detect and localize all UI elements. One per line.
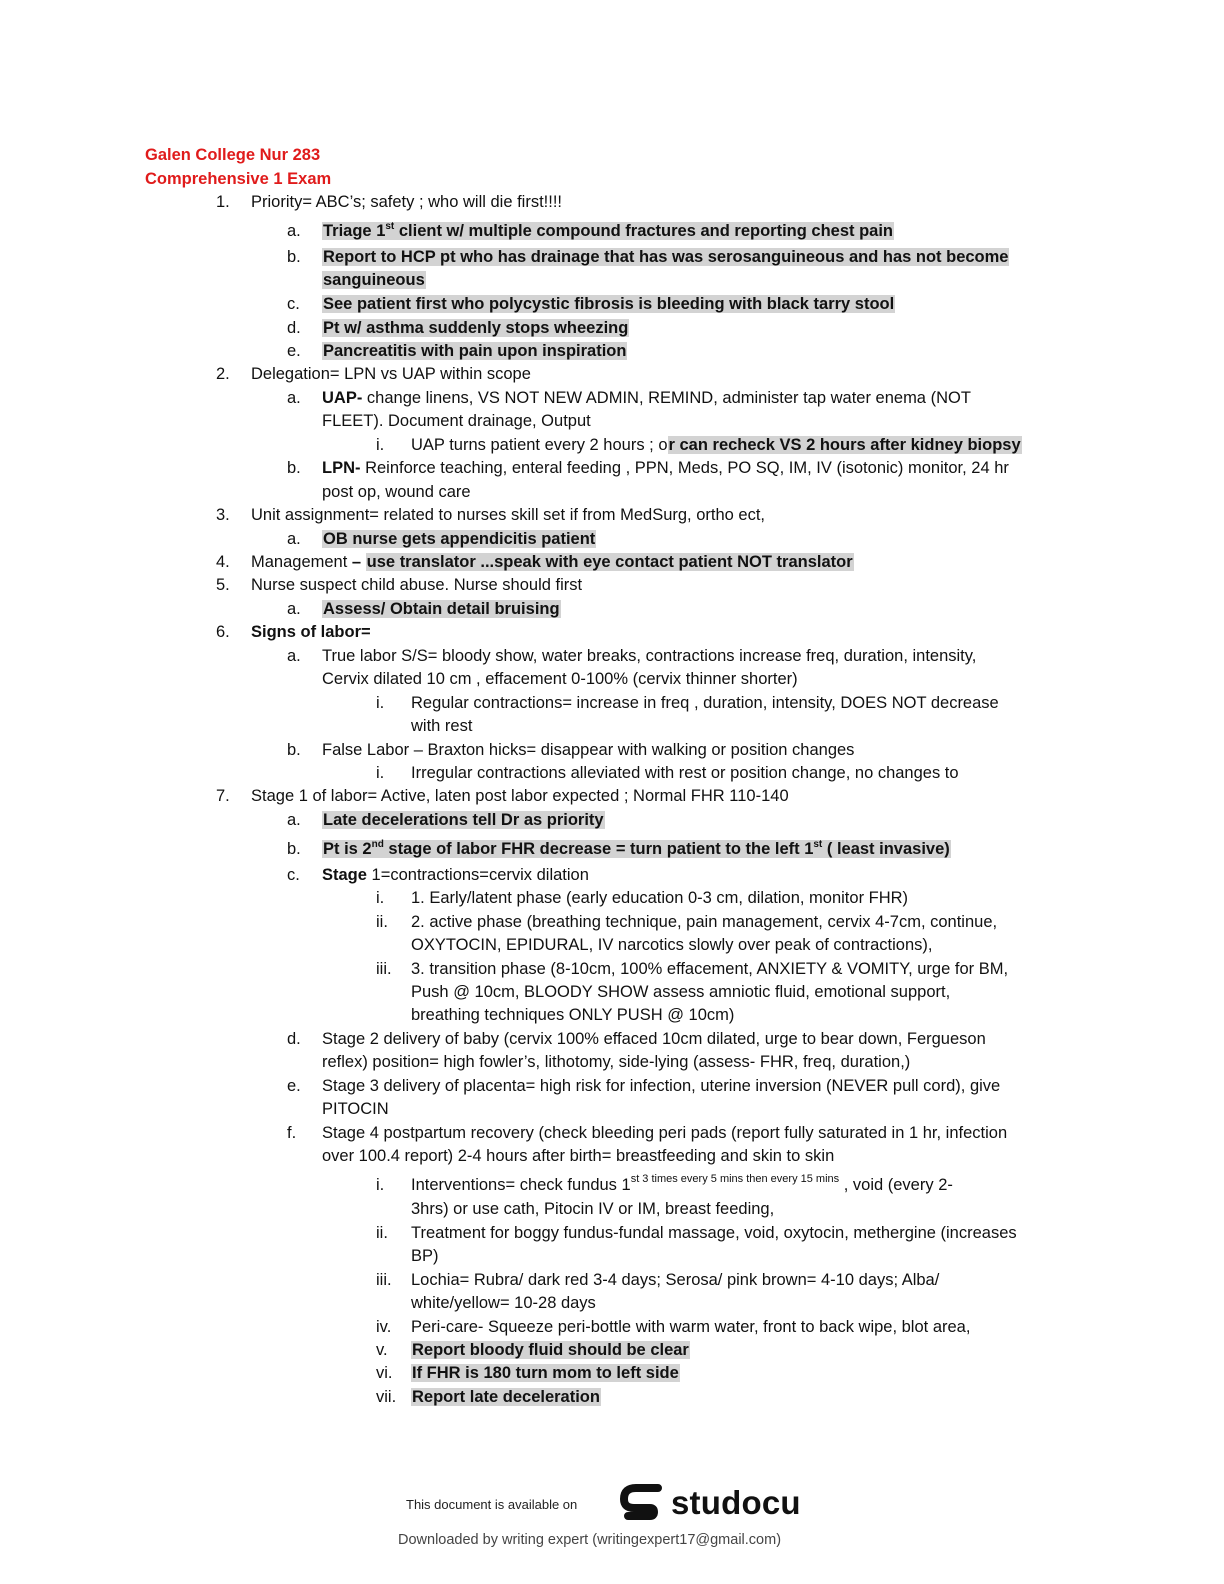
- footer-availability-text: This document is available on: [406, 1497, 578, 1512]
- list-marker: e.: [287, 1077, 301, 1095]
- list-marker: vii.: [376, 1388, 397, 1406]
- list-item: See patient first who polycystic fibrosis is bleeding with black tarry stool: [323, 295, 895, 313]
- list-item-continuation: 3hrs) or use cath, Pitocin IV or IM, breast feeding,: [411, 1200, 775, 1218]
- list-marker: iii.: [376, 960, 392, 978]
- list-item: False Labor – Braxton hicks= disappear with walking or position changes: [322, 741, 855, 759]
- list-marker: c.: [287, 295, 300, 313]
- doc-title-line2: Comprehensive 1 Exam: [145, 170, 332, 188]
- list-item: Pancreatitis with pain upon inspiration: [323, 342, 627, 360]
- list-item-continuation: white/yellow= 10-28 days: [411, 1294, 596, 1312]
- list-item: Irregular contractions alleviated with rest or position change, no changes to: [411, 764, 959, 782]
- list-item: Report late deceleration: [412, 1388, 600, 1406]
- list-number: 5.: [216, 576, 230, 594]
- list-marker: ii.: [376, 1224, 388, 1242]
- list-item: Treatment for boggy fundus-fundal massage, void, oxytocin, methergine (increases: [411, 1224, 1017, 1242]
- list-number: 1.: [216, 193, 230, 211]
- list-item: Signs of labor=: [251, 623, 371, 641]
- list-marker: iii.: [376, 1271, 392, 1289]
- list-marker: e.: [287, 342, 301, 360]
- list-number: 6.: [216, 623, 230, 641]
- list-item: Unit assignment= related to nurses skill set if from MedSurg, ortho ect,: [251, 506, 766, 524]
- list-marker: iv.: [376, 1318, 392, 1336]
- list-marker: b.: [287, 459, 301, 477]
- list-marker: i.: [376, 694, 385, 712]
- list-marker: vi.: [376, 1364, 393, 1382]
- list-item-continuation: sanguineous: [323, 271, 425, 289]
- list-number: 3.: [216, 506, 230, 524]
- list-marker: b.: [287, 741, 301, 759]
- list-item: 2. active phase (breathing technique, pain management, cervix 4-7cm, continue,: [411, 913, 998, 931]
- list-marker: d.: [287, 1030, 301, 1048]
- list-number: 4.: [216, 553, 230, 571]
- list-item: Triage 1st client w/ multiple compound fractures and reporting chest pain: [323, 221, 894, 240]
- list-marker: a.: [287, 530, 301, 548]
- list-item: Late decelerations tell Dr as priority: [323, 811, 604, 829]
- list-item: Assess/ Obtain detail bruising: [323, 600, 560, 618]
- list-marker: a.: [287, 811, 301, 829]
- list-item: Stage 1 of labor= Active, laten post labor expected ; Normal FHR 110-140: [251, 787, 789, 805]
- list-marker: b.: [287, 248, 301, 266]
- studocu-logo-text[interactable]: studocu: [671, 1484, 801, 1521]
- list-marker: a.: [287, 600, 301, 618]
- list-item-continuation: Cervix dilated 10 cm , effacement 0-100% (cervix thinner shorter): [322, 670, 798, 688]
- list-item: Stage 2 delivery of baby (cervix 100% effaced 10cm dilated, urge to bear down, Fergueson: [322, 1030, 986, 1048]
- list-item: Stage 3 delivery of placenta= high risk for infection, uterine inversion (NEVER pull cord), give: [322, 1077, 1001, 1095]
- list-item: 1. Early/latent phase (early education 0-3 cm, dilation, monitor FHR): [411, 889, 909, 907]
- list-marker: a.: [287, 222, 301, 240]
- list-item: Delegation= LPN vs UAP within scope: [251, 365, 531, 383]
- list-item: Stage 1=contractions=cervix dilation: [322, 866, 589, 884]
- list-marker: i.: [376, 436, 385, 454]
- list-marker: i.: [376, 889, 385, 907]
- list-item: LPN- Reinforce teaching, enteral feeding , PPN, Meds, PO SQ, IM, IV (isotonic) monitor, 24 hr: [322, 459, 1009, 477]
- list-item: UAP- change linens, VS NOT NEW ADMIN, REMIND, administer tap water enema (NOT: [322, 389, 971, 407]
- list-item: Priority= ABC’s; safety ; who will die first!!!!: [251, 193, 563, 211]
- list-item: Nurse suspect child abuse. Nurse should first: [251, 576, 583, 594]
- list-marker: v.: [376, 1341, 388, 1359]
- list-marker: c.: [287, 866, 300, 884]
- list-item: Regular contractions= increase in freq , duration, intensity, DOES NOT decrease: [411, 694, 999, 712]
- list-item-continuation: BP): [411, 1247, 439, 1265]
- list-item: Stage 4 postpartum recovery (check bleeding peri pads (report fully saturated in 1 hr, infection: [322, 1124, 1008, 1142]
- list-item-continuation: PITOCIN: [322, 1100, 389, 1118]
- list-item: Report bloody fluid should be clear: [412, 1341, 689, 1359]
- list-item: Pt is 2nd stage of labor FHR decrease = turn patient to the left 1st ( least invasive): [323, 839, 950, 858]
- list-item-continuation: post op, wound care: [322, 483, 471, 501]
- doc-title-line1: Galen College Nur 283: [145, 146, 321, 164]
- list-item-continuation: Push @ 10cm, BLOODY SHOW assess amniotic fluid, emotional support,: [411, 983, 951, 1001]
- list-marker: f.: [287, 1124, 297, 1142]
- list-marker: a.: [287, 647, 301, 665]
- list-item-continuation: breathing techniques ONLY PUSH @ 10cm): [411, 1006, 735, 1024]
- list-marker: d.: [287, 319, 301, 337]
- list-marker: ii.: [376, 913, 388, 931]
- list-marker: b.: [287, 840, 301, 858]
- list-item-continuation: reflex) position= high fowler’s, lithotomy, side-lying (assess- FHR, freq, duration,): [322, 1053, 911, 1071]
- list-item: 3. transition phase (8-10cm, 100% effacement, ANXIETY & VOMITY, urge for BM,: [411, 960, 1009, 978]
- list-item-continuation: FLEET). Document drainage, Output: [322, 412, 591, 430]
- list-item-continuation: OXYTOCIN, EPIDURAL, IV narcotics slowly over peak of contractions),: [411, 936, 933, 954]
- list-item-continuation: over 100.4 report) 2-4 hours after birth= breastfeeding and skin to skin: [322, 1147, 835, 1165]
- list-number: 2.: [216, 365, 230, 383]
- list-marker: a.: [287, 389, 301, 407]
- list-item: Lochia= Rubra/ dark red 3-4 days; Serosa/ pink brown= 4-10 days; Alba/: [411, 1271, 940, 1289]
- list-item: OB nurse gets appendicitis patient: [323, 530, 596, 548]
- list-item: Peri-care- Squeeze peri-bottle with warm water, front to back wipe, blot area,: [411, 1318, 971, 1336]
- footer-download-note: Downloaded by writing expert (writingexpert17@gmail.com): [398, 1532, 782, 1548]
- list-number: 7.: [216, 787, 230, 805]
- list-marker: i.: [376, 1176, 385, 1194]
- list-item: Report to HCP pt who has drainage that has was serosanguineous and has not become: [323, 248, 1009, 266]
- list-item: Pt w/ asthma suddenly stops wheezing: [323, 319, 629, 337]
- list-item: Interventions= check fundus $1^{st 3 times every 5 mins then every 15 mins}$ , void (every 2-: [411, 1173, 953, 1194]
- list-item: UAP turns patient every 2 hours ; or can recheck VS 2 hours after kidney biopsy: [411, 436, 1021, 454]
- studocu-logo-icon[interactable]: [620, 1482, 668, 1526]
- list-item: If FHR is 180 turn mom to left side: [412, 1364, 679, 1382]
- list-item: Management – use translator ...speak with eye contact patient NOT translator: [251, 553, 853, 571]
- list-item-continuation: with rest: [411, 717, 473, 735]
- list-item: True labor S/S= bloody show, water breaks, contractions increase freq, duration, intensity,: [322, 647, 977, 665]
- list-marker: i.: [376, 764, 385, 782]
